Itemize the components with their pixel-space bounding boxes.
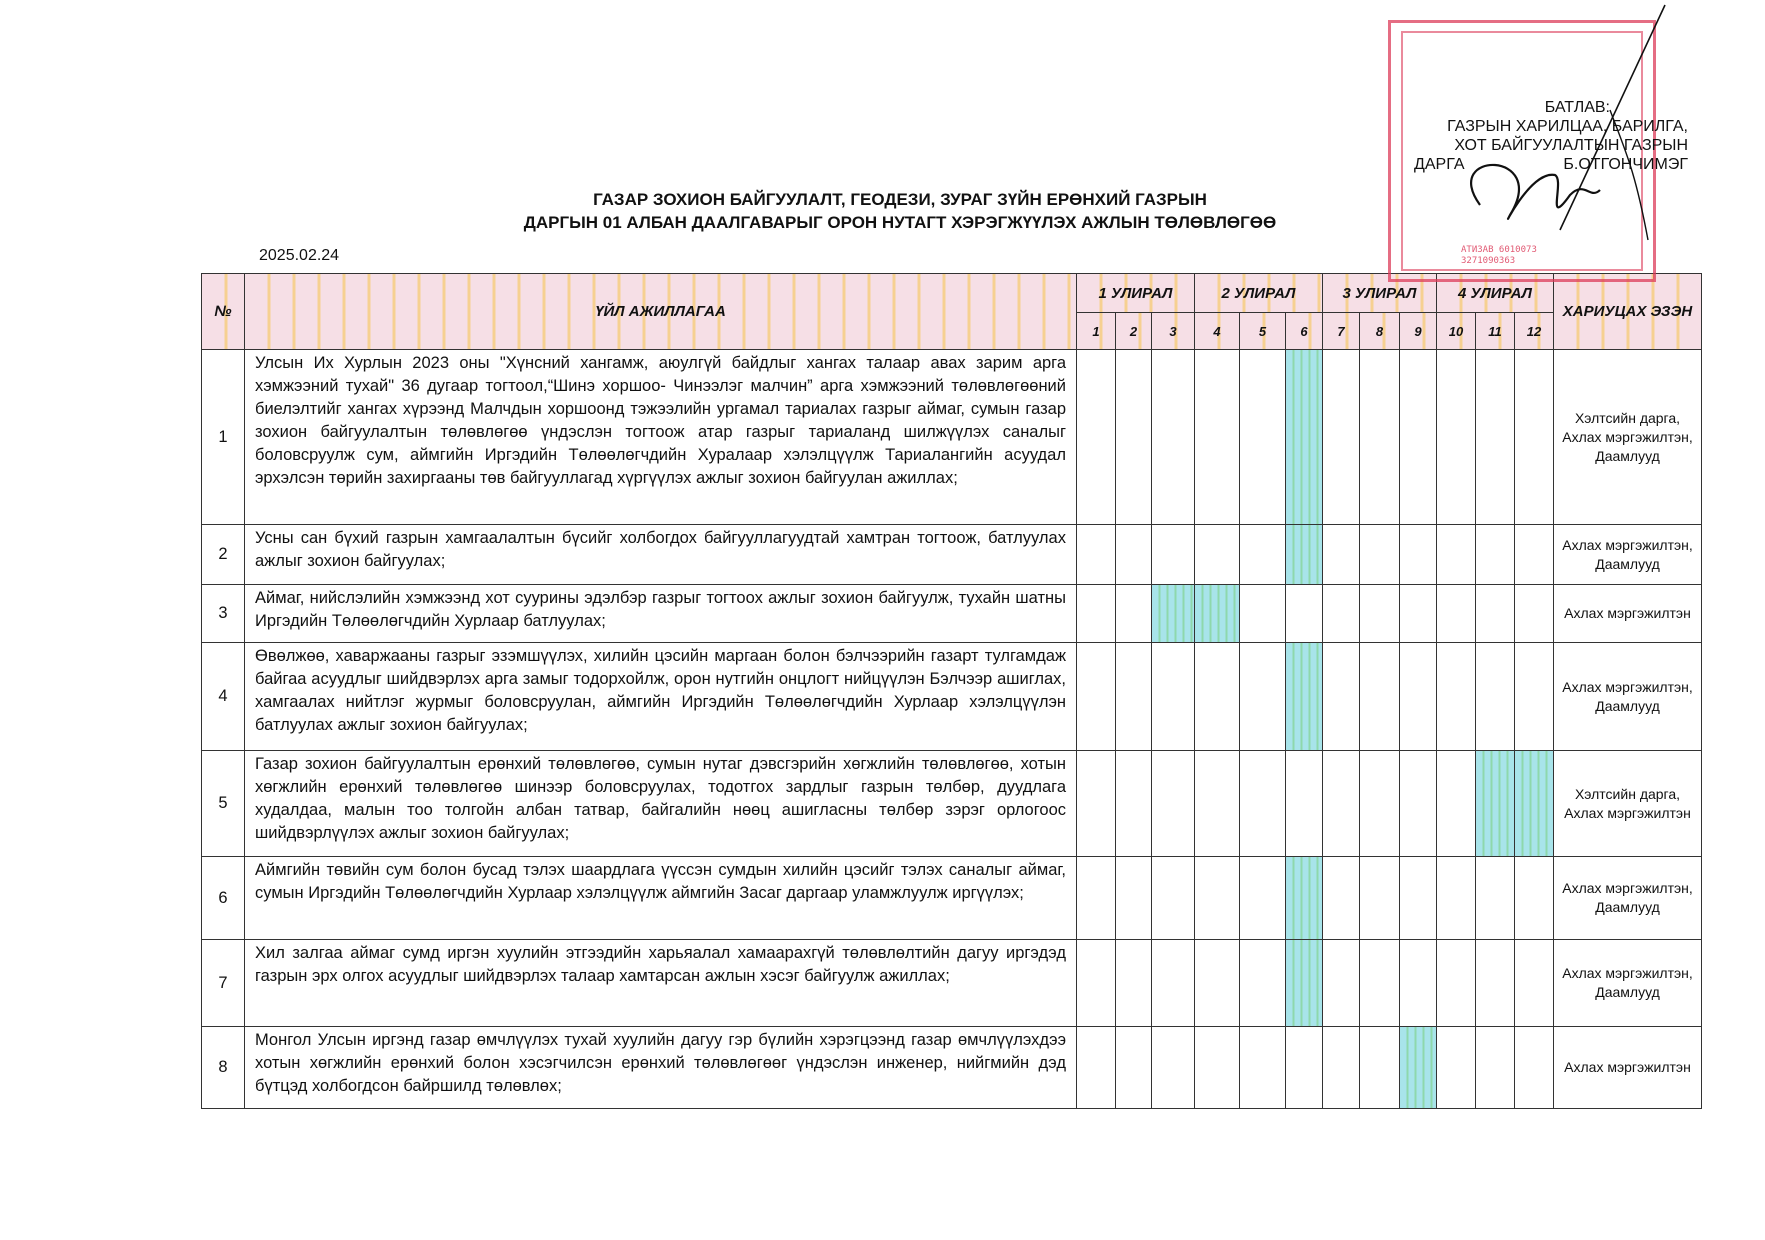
schedule-cell-month-6 <box>1286 751 1323 857</box>
month-5: 5 <box>1240 313 1286 350</box>
responsible-person: Хэлтсийн дарга, Ахлах мэргэжилтэн, Даамлууд <box>1554 350 1702 525</box>
schedule-cell-month-11 <box>1476 1027 1515 1109</box>
schedule-cell-month-7 <box>1323 525 1360 585</box>
schedule-cell-month-3 <box>1152 857 1195 940</box>
row-number: 4 <box>202 643 245 751</box>
responsible-person: Хэлтсийн дарга, Ахлах мэргэжилтэн <box>1554 751 1702 857</box>
approval-label: БАТЛАВ: <box>1544 99 1610 116</box>
schedule-cell-month-5 <box>1240 585 1286 643</box>
document-title <box>420 188 1380 234</box>
responsible-person: Ахлах мэргэжилтэн, Даамлууд <box>1554 857 1702 940</box>
schedule-cell-month-10 <box>1437 1027 1476 1109</box>
schedule-cell-month-3 <box>1152 350 1195 525</box>
schedule-cell-month-9 <box>1400 1027 1437 1109</box>
schedule-cell-month-10 <box>1437 857 1476 940</box>
activity-description: Газар зохион байгуулалтын ерөнхий төлөвлөгөө, сумын нутаг дэвсгэрийн хөгжлийн төлөвлөгөө, хотын хөгжлийн ерөнхий төлөвлөгөө шинээр боловсруулах, тодотгох зардлыг газрын төлбөр, дуудлага худалдаа, малын тоо толгойн албан татвар, байгалийн нөөц ашигласны төлбөр зэрэг орлогоос шийдвэрлүүлэх ажлыг зохион байгуулах; <box>245 751 1077 857</box>
schedule-cell-month-4 <box>1195 585 1240 643</box>
schedule-cell-month-11 <box>1476 525 1515 585</box>
activity-description: Аймаг, нийслэлийн хэмжээнд хот суурины эдэлбэр газрыг тогтоох ажлыг зохион байгуулж, тухайн шатны Иргэдийн Төлөөлөгчдийн Хурлаар батлуулах; <box>245 585 1077 643</box>
schedule-cell-month-6 <box>1286 525 1323 585</box>
schedule-cell-month-5 <box>1240 857 1286 940</box>
schedule-cell-month-6 <box>1286 1027 1323 1109</box>
schedule-cell-month-5 <box>1240 525 1286 585</box>
schedule-cell-month-12 <box>1515 857 1554 940</box>
row-number: 5 <box>202 751 245 857</box>
header-responsible: ХАРИУЦАХ ЭЗЭН <box>1554 274 1702 350</box>
schedule-cell-month-4 <box>1195 525 1240 585</box>
schedule-cell-month-2 <box>1116 857 1152 940</box>
row-number: 1 <box>202 350 245 525</box>
schedule-cell-month-3 <box>1152 525 1195 585</box>
table-row <box>202 585 1702 643</box>
responsible-person: Ахлах мэргэжилтэн, Даамлууд <box>1554 940 1702 1027</box>
header-quarter-1: 1 УЛИРАЛ <box>1077 274 1195 313</box>
row-number: 8 <box>202 1027 245 1109</box>
schedule-cell-month-11 <box>1476 940 1515 1027</box>
table-row <box>202 350 1702 525</box>
schedule-cell-month-2 <box>1116 350 1152 525</box>
schedule-cell-month-12 <box>1515 940 1554 1027</box>
schedule-cell-month-8 <box>1360 1027 1400 1109</box>
schedule-cell-month-2 <box>1116 525 1152 585</box>
title-line-2: ДАРГЫН 01 АЛБАН ДААЛГАВАРЫГ ОРОН НУТАГТ ХЭРЭГЖҮҮЛЭХ АЖЛЫН ТӨЛӨВЛӨГӨӨ <box>523 213 1277 232</box>
schedule-cell-month-8 <box>1360 751 1400 857</box>
row-number: 6 <box>202 857 245 940</box>
schedule-cell-month-11 <box>1476 643 1515 751</box>
schedule-cell-month-10 <box>1437 585 1476 643</box>
schedule-cell-month-8 <box>1360 857 1400 940</box>
schedule-cell-month-10 <box>1437 643 1476 751</box>
month-4: 4 <box>1195 313 1240 350</box>
row-number: 2 <box>202 525 245 585</box>
schedule-cell-month-8 <box>1360 350 1400 525</box>
schedule-cell-month-6 <box>1286 350 1323 525</box>
approval-line-2: ХОТ БАЙГУУЛАЛТЫН ГАЗРЫН <box>1454 137 1688 154</box>
responsible-person: Ахлах мэргэжилтэн <box>1554 1027 1702 1109</box>
schedule-cell-month-9 <box>1400 751 1437 857</box>
schedule-cell-month-12 <box>1515 350 1554 525</box>
header-quarter-3: 3 УЛИРАЛ <box>1323 274 1437 313</box>
schedule-cell-month-9 <box>1400 525 1437 585</box>
activity-description: Монгол Улсын иргэнд газар өмчлүүлэх тухай хуулийн дагуу гэр бүлийн хэрэгцээнд газар өмчлүүлэхдээ хотын хөгжлийн ерөнхий болон хэсэгчилсэн ерөнхий төлөвлөгөөг үндэслэн инженер, нийгмийн дэд бүтцэд холбогдсон байршилд төлөвлөх; <box>245 1027 1077 1109</box>
activity-description: Хил залгаа аймаг сумд иргэн хуулийн этгээдийн харьяалал хамаарахгүй төлөвлөлтийн дагуу иргэдэд газрын эрх олгох асуудлыг шийдвэрлэх талаар хамтарсан ажлын хэсэг байгуулж ажиллах; <box>245 940 1077 1027</box>
schedule-cell-month-5 <box>1240 350 1286 525</box>
month-6: 6 <box>1286 313 1323 350</box>
responsible-person: Ахлах мэргэжилтэн <box>1554 585 1702 643</box>
schedule-cell-month-6 <box>1286 585 1323 643</box>
row-number: 3 <box>202 585 245 643</box>
schedule-cell-month-1 <box>1077 350 1116 525</box>
schedule-cell-month-5 <box>1240 643 1286 751</box>
header-no: № <box>202 274 245 350</box>
month-8: 8 <box>1360 313 1400 350</box>
title-line-1: ГАЗАР ЗОХИОН БАЙГУУЛАЛТ, ГЕОДЕЗИ, ЗУРАГ ЗҮЙН ЕРӨНХИЙ ГАЗРЫН <box>593 190 1207 209</box>
schedule-cell-month-10 <box>1437 940 1476 1027</box>
schedule-cell-month-5 <box>1240 1027 1286 1109</box>
schedule-cell-month-6 <box>1286 643 1323 751</box>
schedule-cell-month-11 <box>1476 350 1515 525</box>
schedule-cell-month-12 <box>1515 643 1554 751</box>
table-row <box>202 525 1702 585</box>
schedule-cell-month-8 <box>1360 940 1400 1027</box>
schedule-cell-month-9 <box>1400 857 1437 940</box>
schedule-cell-month-6 <box>1286 857 1323 940</box>
schedule-cell-month-4 <box>1195 1027 1240 1109</box>
stamp-text-2: 3271090363 <box>1461 256 1516 266</box>
schedule-cell-month-5 <box>1240 751 1286 857</box>
schedule-cell-month-1 <box>1077 857 1116 940</box>
schedule-cell-month-8 <box>1360 585 1400 643</box>
month-3: 3 <box>1152 313 1195 350</box>
document-date: 2025.02.24 <box>259 247 340 264</box>
approval-line-1: ГАЗРЫН ХАРИЛЦАА, БАРИЛГА, <box>1447 118 1688 135</box>
schedule-cell-month-7 <box>1323 751 1360 857</box>
schedule-cell-month-9 <box>1400 643 1437 751</box>
month-9: 9 <box>1400 313 1437 350</box>
schedule-cell-month-7 <box>1323 1027 1360 1109</box>
schedule-cell-month-1 <box>1077 643 1116 751</box>
schedule-cell-month-6 <box>1286 940 1323 1027</box>
responsible-person: Ахлах мэргэжилтэн, Даамлууд <box>1554 525 1702 585</box>
schedule-cell-month-4 <box>1195 940 1240 1027</box>
schedule-cell-month-1 <box>1077 525 1116 585</box>
table-row <box>202 643 1702 751</box>
schedule-cell-month-4 <box>1195 350 1240 525</box>
schedule-cell-month-2 <box>1116 1027 1152 1109</box>
schedule-cell-month-7 <box>1323 940 1360 1027</box>
schedule-cell-month-7 <box>1323 350 1360 525</box>
schedule-cell-month-9 <box>1400 350 1437 525</box>
table-row <box>202 940 1702 1027</box>
stamp-text-1: АТИЗАВ 6010073 <box>1461 245 1537 255</box>
schedule-cell-month-4 <box>1195 751 1240 857</box>
schedule-cell-month-1 <box>1077 751 1116 857</box>
month-1: 1 <box>1077 313 1116 350</box>
schedule-cell-month-2 <box>1116 940 1152 1027</box>
schedule-cell-month-10 <box>1437 525 1476 585</box>
schedule-cell-month-11 <box>1476 751 1515 857</box>
month-11: 11 <box>1476 313 1515 350</box>
activity-description: Усны сан бүхий газрын хамгаалалтын бүсийг холбогдох байгууллагуудтай хамтран тогтоож, батлуулах ажлыг зохион байгуулах; <box>245 525 1077 585</box>
schedule-cell-month-5 <box>1240 940 1286 1027</box>
schedule-cell-month-12 <box>1515 751 1554 857</box>
schedule-cell-month-9 <box>1400 585 1437 643</box>
work-plan-table <box>201 273 1702 1109</box>
schedule-cell-month-3 <box>1152 643 1195 751</box>
month-2: 2 <box>1116 313 1152 350</box>
schedule-cell-month-12 <box>1515 1027 1554 1109</box>
table-row <box>202 751 1702 857</box>
schedule-cell-month-10 <box>1437 350 1476 525</box>
schedule-cell-month-3 <box>1152 751 1195 857</box>
schedule-cell-month-2 <box>1116 643 1152 751</box>
schedule-cell-month-4 <box>1195 857 1240 940</box>
header-quarter-2: 2 УЛИРАЛ <box>1195 274 1323 313</box>
header-quarter-4: 4 УЛИРАЛ <box>1437 274 1554 313</box>
activity-description: Өвөлжөө, хаваржааны газрыг эзэмшүүлэх, хилийн цэсийн маргаан болон бэлчээрийн газарт тулгамдаж байгаа асуудлыг шийдвэрлэх арга замыг тодорхойлж, орон нутгийн онцлогт нийцүүлэн Бэлчээр ашиглах, хамгаалах нийтлэг журмыг боловсруулан, аймгийн Иргэдийн Төлөөлөгчдийн Хурлаар хэлэлцүүлэн батлуулах ажлыг зохион байгуулах; <box>245 643 1077 751</box>
row-number: 7 <box>202 940 245 1027</box>
schedule-cell-month-1 <box>1077 1027 1116 1109</box>
responsible-person: Ахлах мэргэжилтэн, Даамлууд <box>1554 643 1702 751</box>
schedule-cell-month-3 <box>1152 940 1195 1027</box>
schedule-cell-month-7 <box>1323 643 1360 751</box>
schedule-cell-month-12 <box>1515 585 1554 643</box>
schedule-cell-month-10 <box>1437 751 1476 857</box>
schedule-cell-month-9 <box>1400 940 1437 1027</box>
month-10: 10 <box>1437 313 1476 350</box>
table-row <box>202 857 1702 940</box>
approval-signatory: Б.ОТГОНЧИМЭГ <box>1563 156 1688 173</box>
schedule-cell-month-12 <box>1515 525 1554 585</box>
header-activity: ҮЙЛ АЖИЛЛАГАА <box>245 274 1077 350</box>
schedule-cell-month-11 <box>1476 857 1515 940</box>
schedule-cell-month-7 <box>1323 585 1360 643</box>
activity-description: Улсын Их Хурлын 2023 оны "Хүнсний хангамж, аюулгүй байдлыг хангах талаар авах зарим арга хэмжээний тухай" 36 дугаар тогтоол,“Шинэ хоршоо- Чинээлэг малчин” арга хэмжээний төлөвлөгөөний биелэлтийг хангах хүрээнд Малчдын хоршоонд тэжээлийн ургамал тариалах газрыг аймаг, сумын газар зохион байгуулалтын төлөвлөгөө үндэслэн тогтоож атар газрыг тариаланд шилжүүлэх саналыг боловсруулж сум, аймгийн Иргэдийн Төлөөлөгчдийн Хуралаар хэлэлцүүлж Тариалангийн асуудал эрхэлсэн төрийн захиргааны төв байгууллагад хүргүүлэх ажлыг зохион байгуулан ажиллах; <box>245 350 1077 525</box>
month-7: 7 <box>1323 313 1360 350</box>
month-12: 12 <box>1515 313 1554 350</box>
schedule-cell-month-7 <box>1323 857 1360 940</box>
schedule-cell-month-1 <box>1077 585 1116 643</box>
schedule-cell-month-8 <box>1360 643 1400 751</box>
activity-description: Аймгийн төвийн сум болон бусад тэлэх шаардлага үүссэн сумдын хилийн цэсийг тэлэх саналыг аймаг, сумын Иргэдийн Төлөөлөгчдийн Хурлаар хэлэлцүүлж аймгийн Засаг даргаар уламжлуулж иргүүлэх; <box>245 857 1077 940</box>
signature <box>1380 0 1680 270</box>
schedule-cell-month-2 <box>1116 751 1152 857</box>
schedule-cell-month-8 <box>1360 525 1400 585</box>
schedule-cell-month-4 <box>1195 643 1240 751</box>
schedule-cell-month-1 <box>1077 940 1116 1027</box>
schedule-cell-month-3 <box>1152 1027 1195 1109</box>
approval-position: ДАРГА <box>1414 156 1465 173</box>
schedule-cell-month-2 <box>1116 585 1152 643</box>
table-row <box>202 1027 1702 1109</box>
schedule-cell-month-3 <box>1152 585 1195 643</box>
schedule-cell-month-11 <box>1476 585 1515 643</box>
